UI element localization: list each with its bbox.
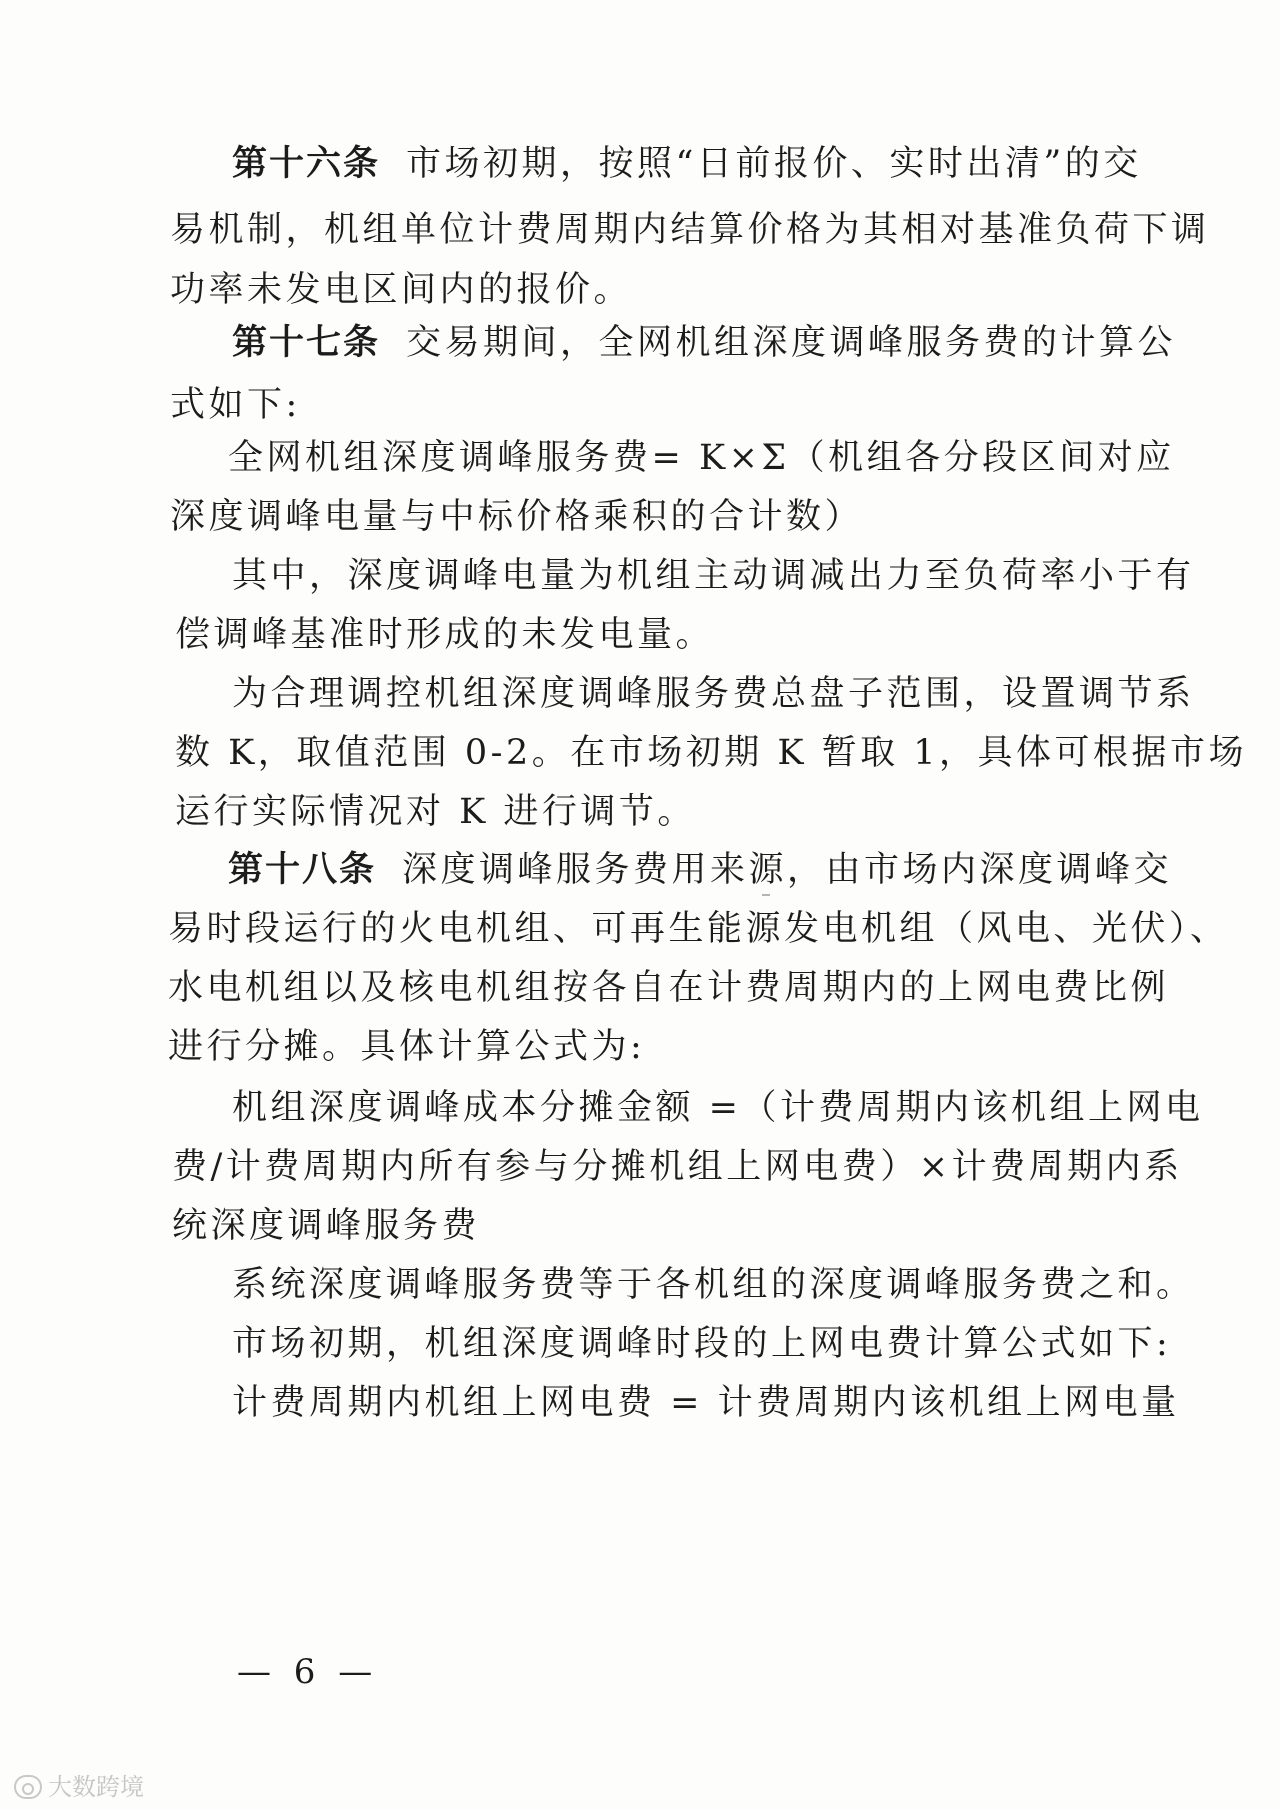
article-18-heading: 第十八条	[228, 849, 377, 890]
watermark-logo-icon	[14, 1775, 42, 1799]
article-18-line-9: 市场初期，机组深度调峰时段的上网电费计算公式如下:	[232, 1324, 1172, 1364]
article-17-line-6: 偿调峰基准时形成的未发电量。	[175, 615, 715, 655]
page-number: — 6 —	[237, 1652, 379, 1692]
scan-mark	[762, 894, 770, 896]
article-17-line-9: 运行实际情况对 K 进行调节。	[175, 792, 696, 832]
article-17-line-5: 其中，深度调峰电量为机组主动调减出力至负荷率小于有	[232, 556, 1195, 596]
article-16-line-1: 第十六条 市场初期，按照“日前报价、实时出清”的交	[232, 143, 1142, 184]
article-16-line-3: 功率未发电区间内的报价。	[170, 270, 633, 310]
article-17-line-7: 为合理调控机组深度调峰服务费总盘子范围，设置调节系	[232, 674, 1195, 714]
article-16-line-2: 易机制，机组单位计费周期内结算价格为其相对基准负荷下调	[170, 210, 1210, 250]
article-17-heading: 第十七条	[232, 322, 381, 363]
article-16-heading: 第十六条	[232, 143, 381, 184]
article-18-line-10: 计费周期内机组上网电费 = 计费周期内该机组上网电量	[232, 1383, 1180, 1423]
article-18-line-6: 费/计费周期内所有参与分摊机组上网电费）×计费周期内系	[172, 1147, 1183, 1187]
article-17-line-1: 第十七条 交易期间，全网机组深度调峰服务费的计算公	[232, 322, 1177, 363]
article-18-line-3: 水电机组以及核电机组按各自在计费周期内的上网电费比例	[168, 968, 1170, 1008]
article-17-line-4: 深度调峰电量与中标价格乘积的合计数）	[170, 497, 864, 537]
article-18-line-2: 易时段运行的火电机组、可再生能源发电机组（风电、光伏）、	[168, 909, 1229, 949]
article-17-line-8: 数 K，取值范围 0-2。在市场初期 K 暂取 1，具体可根据市场	[175, 733, 1248, 773]
article-17-line-2: 式如下:	[170, 385, 301, 425]
article-17-line-3: 全网机组深度调峰服务费= K×Σ（机组各分段区间对应	[228, 438, 1175, 478]
article-18-line-5: 机组深度调峰成本分摊金额 =（计费周期内该机组上网电	[232, 1088, 1204, 1128]
watermark	[14, 1772, 144, 1802]
watermark-text: 大数跨境	[48, 1773, 144, 1801]
article-18-line-8: 系统深度调峰服务费等于各机组的深度调峰服务费之和。	[232, 1265, 1195, 1305]
article-18-line-4: 进行分摊。具体计算公式为:	[168, 1027, 646, 1067]
article-18-line-1: 第十八条 深度调峰服务费用来源，由市场内深度调峰交	[228, 849, 1173, 890]
article-18-line-7: 统深度调峰服务费	[172, 1206, 481, 1246]
